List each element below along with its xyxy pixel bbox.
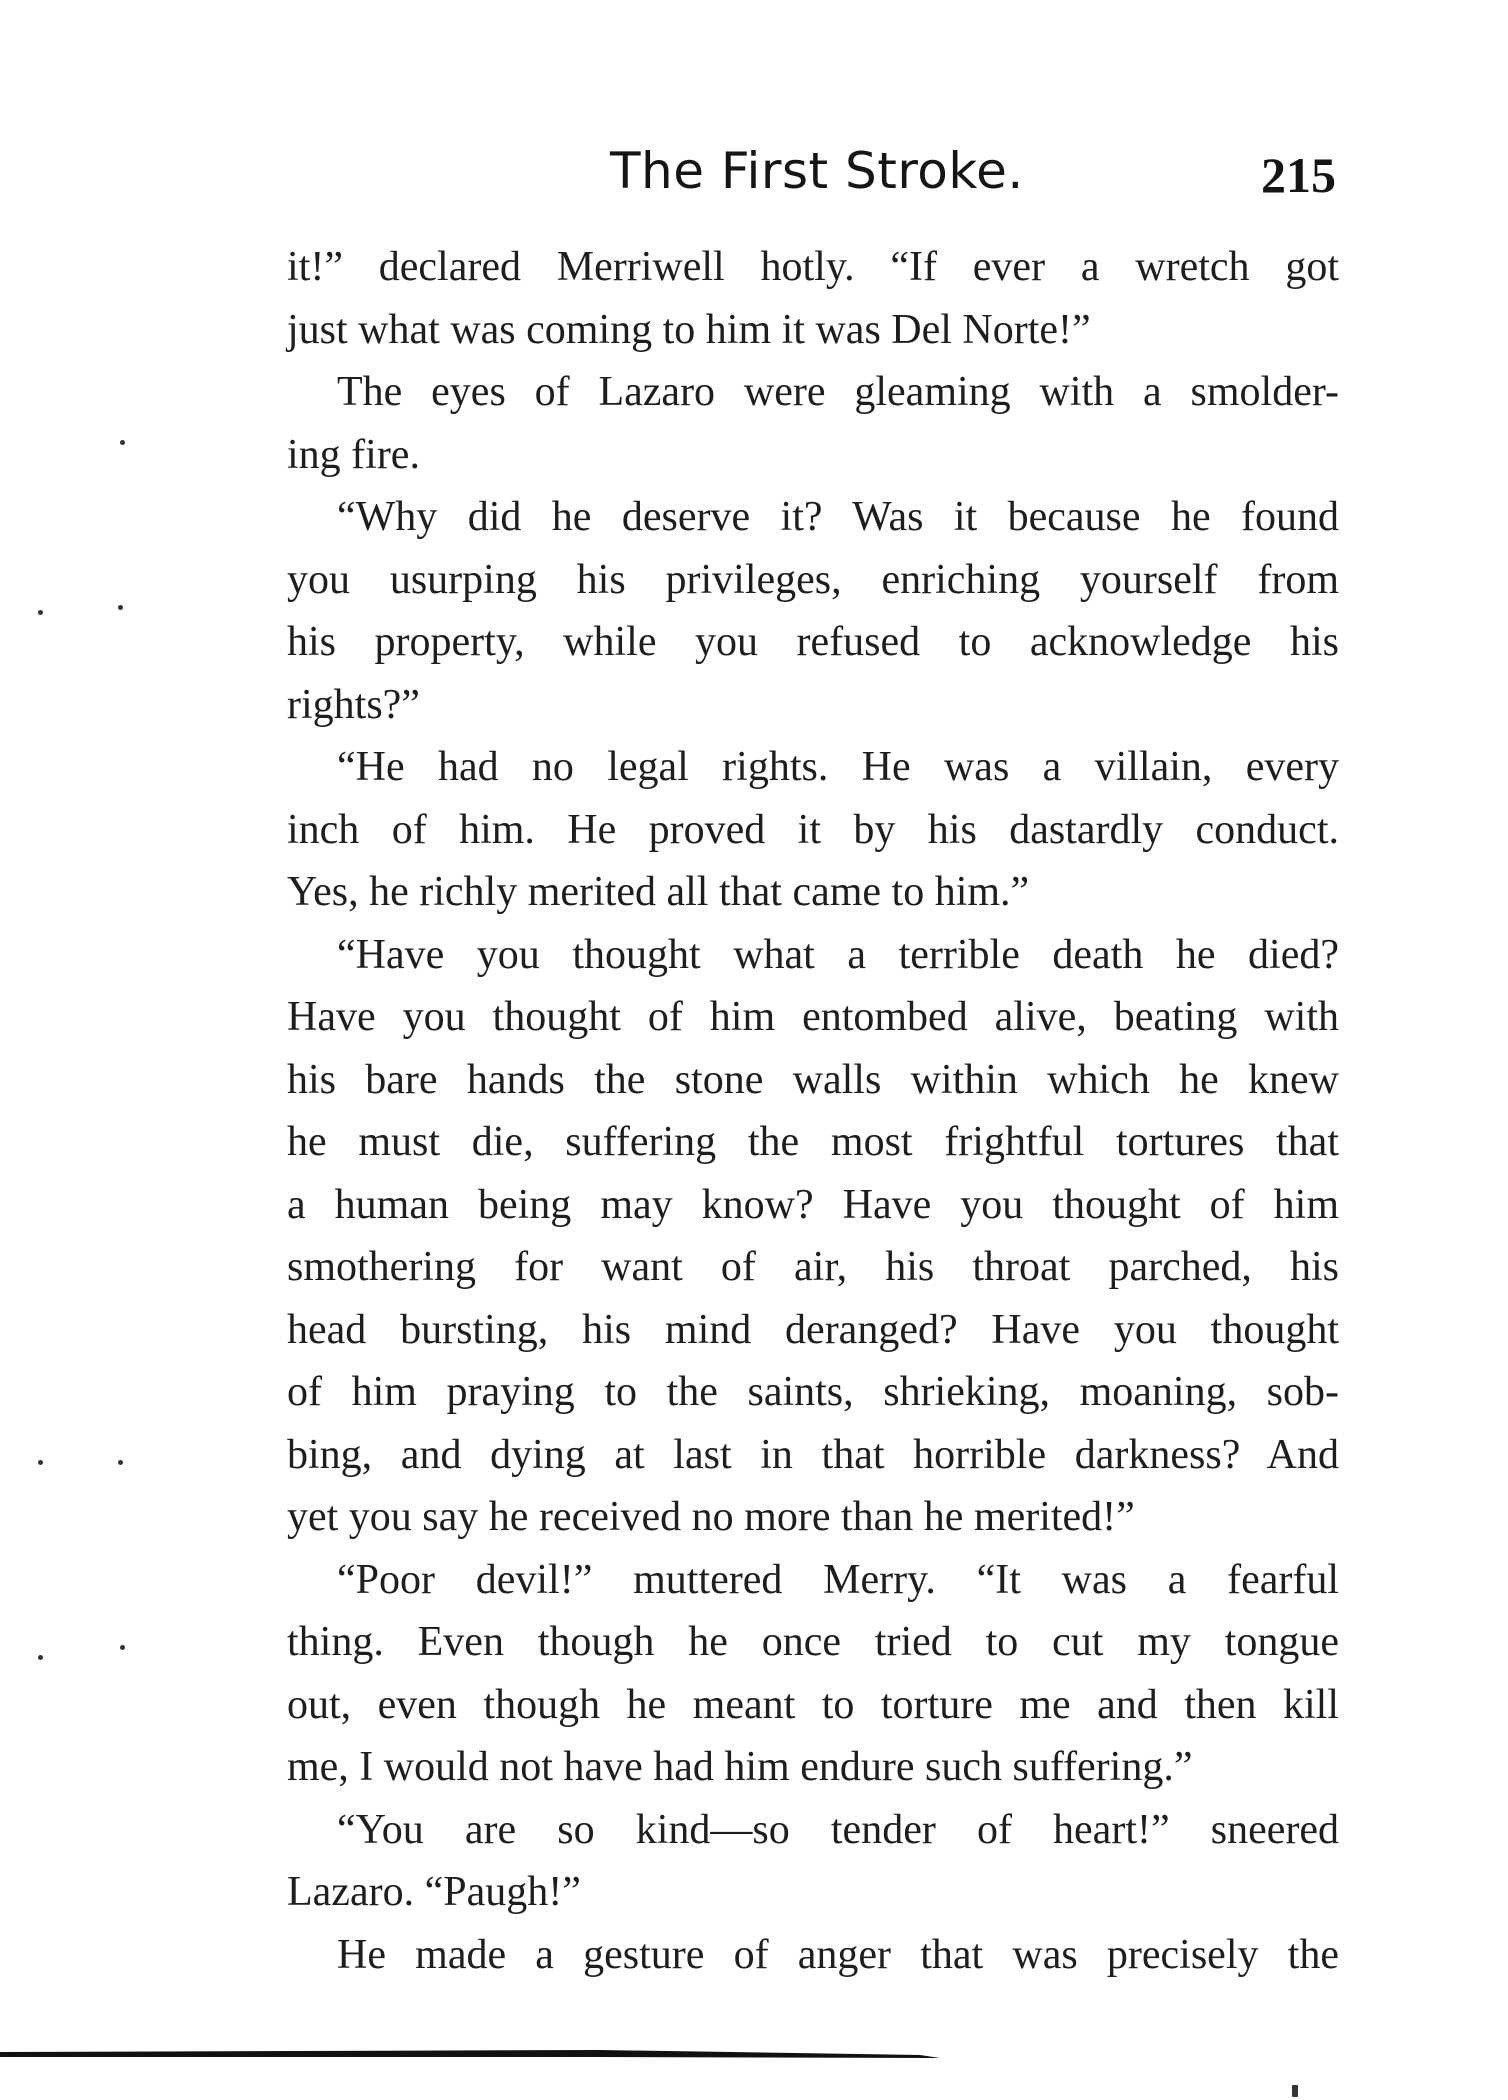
speck	[38, 1655, 43, 1660]
text-line: out, even though he meant to torture me and then kill	[287, 1681, 1339, 1728]
text-line: “Why did he deserve it? Was it because he found	[337, 494, 1339, 540]
text-line: “Poor devil!” muttered Merry. “It was a fearful	[337, 1556, 1339, 1603]
speck	[118, 1460, 123, 1465]
text-line: it!” declared Merriwell hotly. “If ever a wretch got	[287, 244, 1339, 290]
text-line: Yes, he richly merited all that came to him.”	[287, 869, 1030, 915]
text-line: head bursting, his mind deranged? Have you thought	[287, 1306, 1339, 1353]
text-line: Have you thought of him entombed alive, beating with	[287, 994, 1339, 1040]
text-line: rights?”	[287, 681, 420, 728]
text-line: smothering for want of air, his throat parched, his	[287, 1244, 1339, 1290]
speck	[118, 605, 123, 610]
text-line: he must die, suffering the most frightful tortures that	[287, 1119, 1339, 1165]
running-title: The First Stroke.	[610, 142, 1024, 200]
text-line: you usurping his privileges, enriching yourself from	[287, 556, 1339, 603]
speck	[38, 1460, 43, 1465]
text-line: of him praying to the saints, shrieking, moaning, sob-	[287, 1369, 1339, 1415]
text-line: The eyes of Lazaro were gleaming with a smolder-	[337, 369, 1339, 415]
text-line: just what was coming to him it was Del Norte!”	[287, 306, 1091, 353]
text-line: Lazaro. “Paugh!”	[287, 1869, 581, 1915]
speck	[120, 440, 125, 445]
text-line: inch of him. He proved it by his dastardly conduct.	[287, 806, 1339, 853]
text-line: “You are so kind—so tender of heart!” sneered	[337, 1806, 1339, 1853]
text-line: He made a gesture of anger that was precisely the	[337, 1931, 1339, 1978]
bottom-rule-line	[0, 2050, 940, 2058]
text-line: his property, while you refused to acknowledge his	[287, 619, 1339, 665]
text-line: yet you say he received no more than he merited!”	[287, 1494, 1135, 1540]
body-text	[287, 236, 1339, 1986]
text-line: ing fire.	[287, 431, 420, 478]
text-line: bing, and dying at last in that horrible darkness? And	[287, 1431, 1339, 1478]
speck	[120, 1645, 125, 1650]
text-line: me, I would not have had him endure such suffering.”	[287, 1744, 1193, 1790]
text-line: a human being may know? Have you thought of him	[287, 1181, 1339, 1228]
text-line: his bare hands the stone walls within which he knew	[287, 1056, 1339, 1103]
speck	[38, 610, 43, 615]
text-line: thing. Even though he once tried to cut my tongue	[287, 1619, 1339, 1665]
text-line: “Have you thought what a terrible death he died?	[337, 931, 1339, 978]
speck	[1292, 2085, 1298, 2097]
bottom-rule	[0, 2048, 940, 2060]
text-line: “He had no legal rights. He was a villain, every	[337, 744, 1339, 790]
page-number: 215	[1261, 147, 1336, 203]
running-head	[290, 142, 1340, 212]
